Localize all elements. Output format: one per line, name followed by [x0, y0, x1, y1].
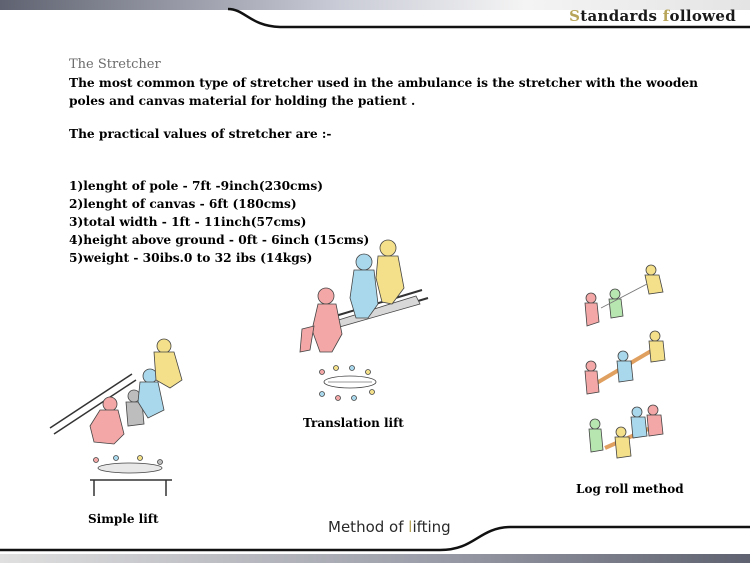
header-title-first-letter: S — [569, 7, 581, 25]
log-roll-illustration — [575, 262, 675, 472]
header-title-part-2: ollowed — [669, 7, 736, 25]
log-roll-label: Log roll method — [576, 482, 684, 496]
value-item-height: 4)height above ground - 0ft - 6inch (15cms) — [69, 233, 370, 247]
values-heading: The practical values of stretcher are :- — [69, 127, 332, 141]
intro-paragraph: The most common type of stretcher used in the ambulance is the stretcher with the wooden poles and canvas material for holding the patient . — [69, 76, 698, 108]
method-caption-second-letter: l — [408, 518, 413, 536]
value-item-total-width: 3)total width - 1ft - 11inch(57cms) — [69, 215, 307, 229]
value-item-pole-length: 1)lenght of pole - 7ft -9inch(230cms) — [69, 179, 323, 193]
method-caption-part-1: ethod of — [340, 518, 409, 536]
header-title — [569, 7, 736, 25]
simple-lift-label: Simple lift — [88, 512, 159, 526]
method-caption-part-2: ifting — [412, 518, 451, 536]
translation-lift-label: Translation lift — [303, 416, 404, 430]
translation-lift-illustration — [292, 234, 442, 412]
section-heading: The Stretcher — [69, 57, 161, 72]
header-title-second-letter: f — [662, 7, 670, 25]
method-caption-first-letter: M — [328, 518, 341, 536]
method-of-lifting-caption — [328, 518, 451, 536]
value-item-weight: 5)weight - 30ibs.0 to 32 ibs (14kgs) — [69, 251, 313, 265]
header-title-part-1: tandards — [580, 7, 663, 25]
simple-lift-illustration — [44, 330, 214, 508]
value-item-canvas-length: 2)lenght of canvas - 6ft (180cms) — [69, 197, 297, 211]
footer-bar — [0, 554, 750, 563]
